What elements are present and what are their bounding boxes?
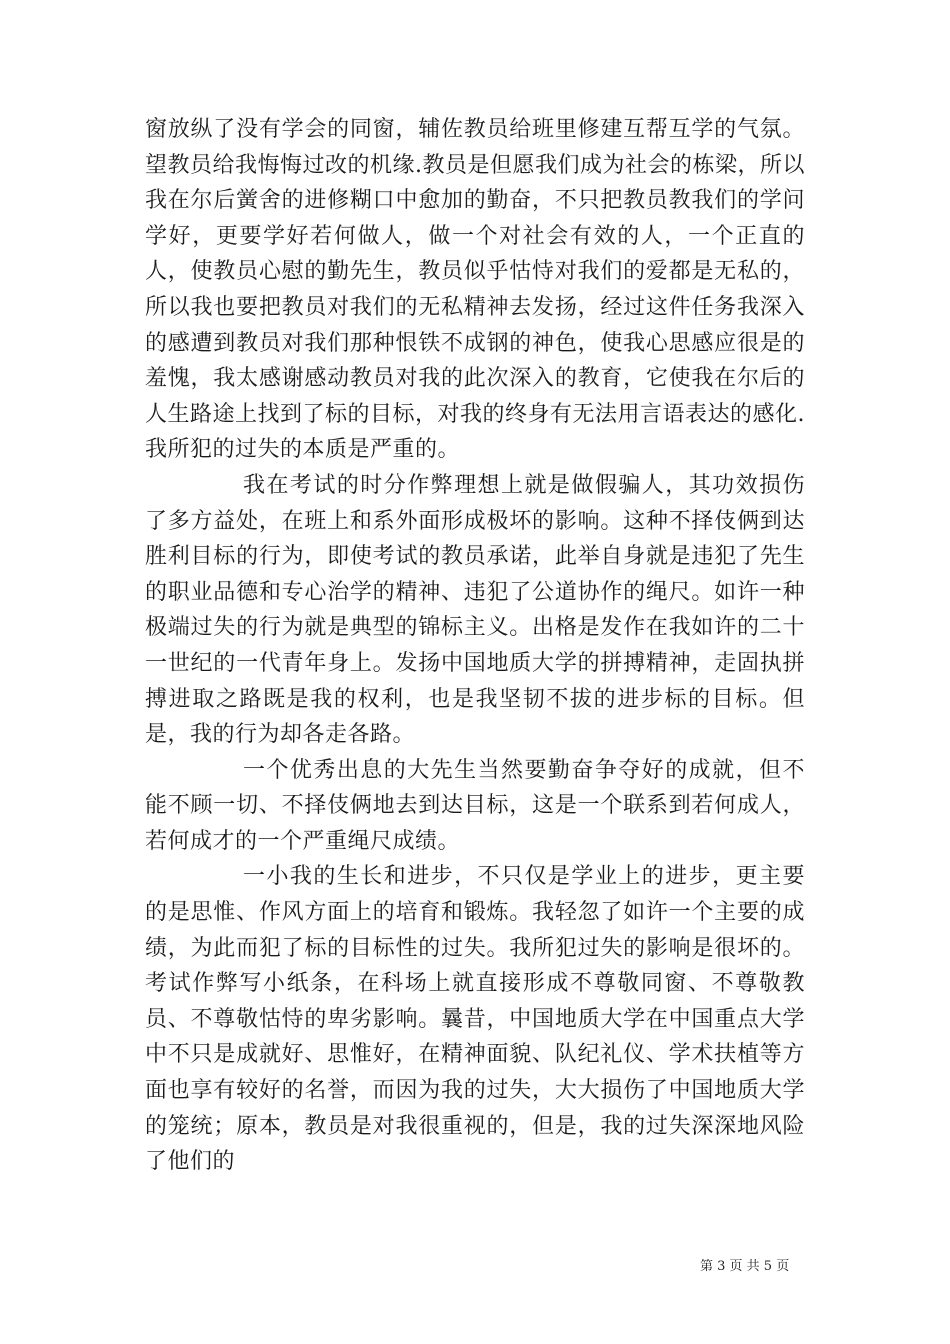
paragraph-1: 窗放纵了没有学会的同窗，辅佐教员给班里修建互帮互学的气氛。望教员给我悔悔过改的机缘.教员是但愿我们成为社会的栋梁，所以我在尔后黉舍的进修糊口中愈加的勤奋，不只把教员教我们的学问学好，更要学好若何做人，做一个对社会有效的人，一个正直的人，使教员心慰的勤先生，教员似乎怙恃对我们的爱都是无私的，所以我也要把教员对我们的无私精神去发扬，经过这件任务我深入的感遭到教员对我们那种恨铁不成钢的神色，使我心思感应很是的羞愧，我太感谢感动教员对我的此次深入的教育，它使我在尔后的人生路途上找到了标的目标，对我的终身有无法用言语表达的感化.我所犯的过失的本质是严重的。 xyxy=(145,117,805,463)
page-number-footer: 第 3 页 共 5 页 xyxy=(700,1259,790,1274)
paragraph-3: 一个优秀出息的大先生当然要勤奋争夺好的成就，但不能不顾一切、不择伎俩地去到达目标，这是一个联系到若何成人，若何成才的一个严重绳尺成绩。 xyxy=(145,757,805,854)
document-body xyxy=(145,112,805,1180)
paragraph-4: 一小我的生长和进步，不只仅是学业上的进步，更主要的是思惟、作风方面上的培育和锻炼。我轻忽了如许一个主要的成绩，为此而犯了标的目标性的过失。我所犯过失的影响是很坏的。考试作弊写小纸条，在科场上就直接形成不尊敬同窗、不尊敬教员、不尊敬怙恃的卑劣影响。曩昔，中国地质大学在中国重点大学中不只是成就好、思惟好，在精神面貌、队纪礼仪、学术扶植等方面也享有较好的名誉，而因为我的过失，大大损伤了中国地质大学的笼统；原本，教员是对我很重视的，但是，我的过失深深地风险了他们的 xyxy=(145,864,805,1175)
paragraph-2: 我在考试的时分作弊理想上就是做假骗人，其功效损伤了多方益处，在班上和系外面形成极坏的影响。这种不择伎俩到达胜利目标的行为，即使考试的教员承诺，此举自身就是违犯了先生的职业品德和专心治学的精神、违犯了公道协作的绳尺。如许一种极端过失的行为就是典型的锦标主义。出格是发作在我如许的二十一世纪的一代青年身上。发扬中国地质大学的拼搏精神，走固执拼搏进取之路既是我的权利，也是我坚韧不拔的进步标的目标。但是，我的行为却各走各路。 xyxy=(145,472,805,748)
